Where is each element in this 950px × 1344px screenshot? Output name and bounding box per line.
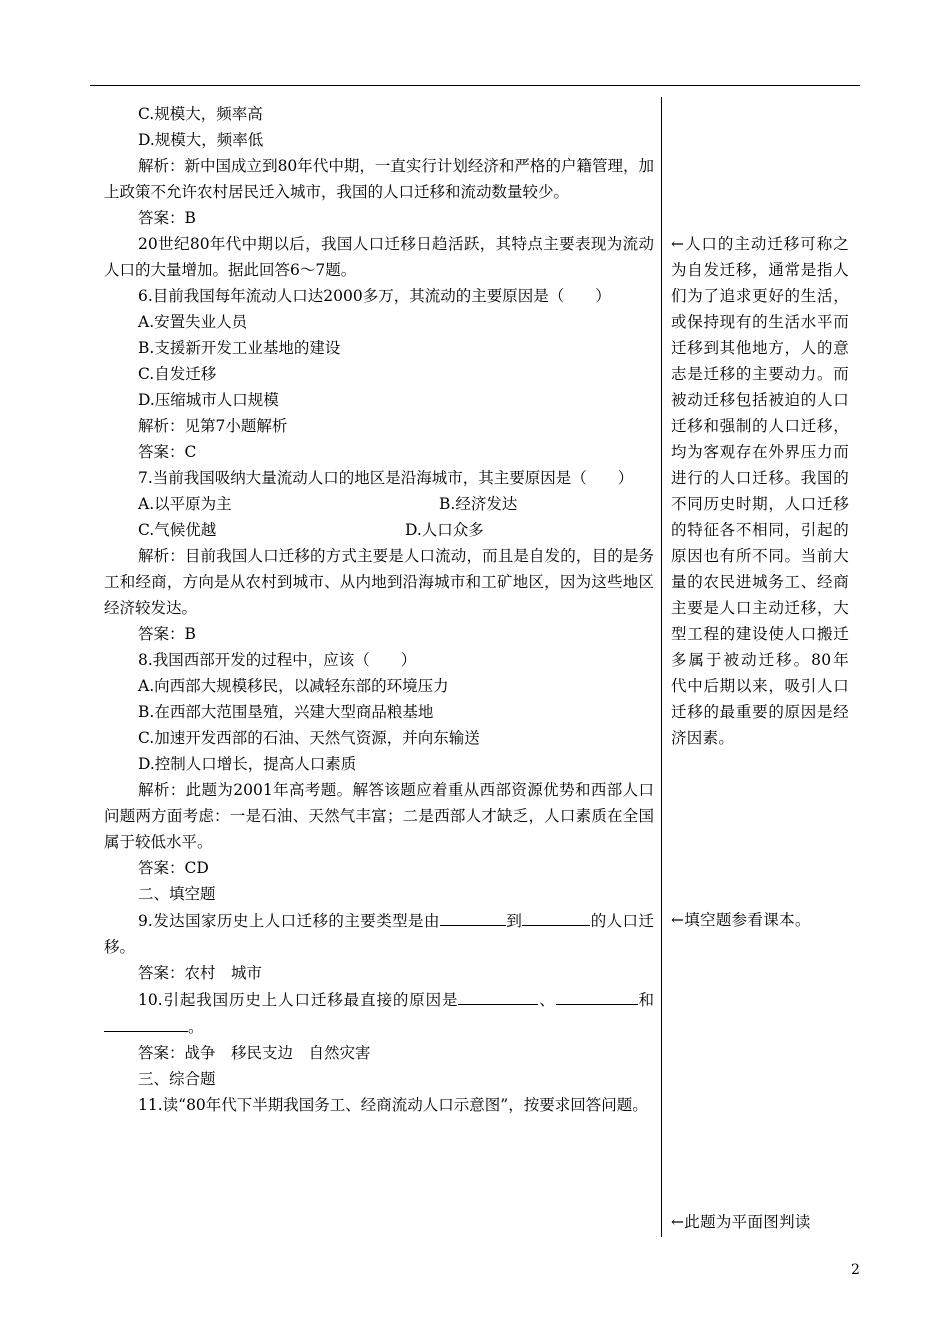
q5-answer: 答案：B [138, 209, 196, 227]
column-divider [661, 97, 662, 1237]
q6-stem: 6.目前我国每年流动人口达2000多万，其流动的主要原因是（ ） [138, 287, 611, 305]
q6-answer: 答案：C [138, 443, 197, 461]
q5-option-c: C.规模大，频率高 [138, 105, 263, 123]
q7-answer: 答案：B [138, 625, 196, 643]
q7-options-row1 [104, 491, 654, 517]
q9-answer: 答案：农村 城市 [138, 964, 263, 982]
q10-stem: 10.引起我国历史上人口迁移最直接的原因是 、 和。 [104, 986, 654, 1040]
q7-option-d: D.人口众多 [405, 521, 484, 539]
header-rule [90, 85, 860, 86]
q10-answer: 答案：战争 移民支边 自然灾害 [138, 1044, 371, 1062]
q8-stem: 8.我国西部开发的过程中，应该（ ） [138, 651, 417, 669]
intro-6-7: 20世纪80年代中期以后，我国人口迁移日趋活跃，其特点主要表现为流动人口的大量增加。据此回答6～7题。 [104, 235, 654, 279]
q8-option-a: A.向西部大规模移民，以减轻东部的环境压力 [138, 677, 449, 695]
q7-options-row2 [104, 517, 654, 543]
q8-analysis: 解析：此题为2001年高考题。解答该题应着重从西部资源优势和西部人口问题两方面考虑：一是石油、天然气丰富；二是西部人才缺乏，人口素质在全国属于较低水平。 [104, 781, 654, 851]
q5-analysis: 解析：新中国成立到80年代中期，一直实行计划经济和严格的户籍管理，加上政策不允许农村居民迁入城市，我国的人口迁移和流动数量较少。 [104, 157, 654, 201]
q9-blank-2[interactable] [522, 907, 590, 926]
main-column [104, 101, 654, 1118]
side-note-map-reading: ←此题为平面图判读 [671, 1213, 811, 1231]
q9-blank-1[interactable] [440, 907, 506, 926]
q6-analysis: 解析：见第7小题解析 [138, 417, 288, 435]
q6-option-c: C.自发迁移 [138, 365, 217, 383]
q8-option-b: B.在西部大范围垦殖，兴建大型商品粮基地 [138, 703, 434, 721]
q6-option-a: A.安置失业人员 [138, 313, 248, 331]
q8-option-d: D.控制人口增长，提高人口素质 [138, 755, 357, 773]
q8-option-c: C.加速开发西部的石油、天然气资源，并向东输送 [138, 729, 480, 747]
q10-blank-2[interactable] [556, 986, 638, 1005]
page-number: 2 [851, 1262, 860, 1278]
q6-option-b: B.支援新开发工业基地的建设 [138, 339, 341, 357]
q10-blank-3[interactable] [104, 1013, 188, 1032]
q7-option-a: A.以平原为主 [138, 495, 232, 513]
q7-stem: 7.当前我国吸纳大量流动人口的地区是沿海城市，其主要原因是（ ） [138, 469, 634, 487]
side-note-fill-blank: ←填空题参看课本。 [671, 911, 811, 929]
q7-option-c: C.气候优越 [138, 521, 217, 539]
section-comprehensive-heading: 三、综合题 [138, 1070, 216, 1088]
q6-option-d: D.压缩城市人口规模 [138, 391, 279, 409]
q7-analysis: 解析：目前我国人口迁移的方式主要是人口流动，而且是自发的，目的是务工和经商，方向是从农村到城市、从内地到沿海城市和工矿地区，因为这些地区经济较发达。 [104, 547, 654, 617]
q9-stem: 9.发达国家历史上人口迁移的主要类型是由 到 的人口迁移。 [104, 907, 654, 960]
q7-option-b: B.经济发达 [439, 495, 518, 513]
q11-stem: 11.读“80年代下半期我国务工、经商流动人口示意图”，按要求回答问题。 [138, 1096, 648, 1114]
section-fill-blank-heading: 二、填空题 [138, 885, 216, 903]
q8-answer: 答案：CD [138, 859, 209, 877]
q10-blank-1[interactable] [458, 986, 538, 1005]
q5-option-d: D.规模大，频率低 [138, 131, 264, 149]
side-note-migration: ←人口的主动迁移可称之为自发迁移，通常是指人们为了追求更好的生活，或保持现有的生活水平而迁移到其他地方，人的意志是迁移的主要动力。而被动迁移包括被迫的人口迁移和强制的人口迁移，均为客观存在外界压力而进行的人口迁移。我国的不同历史时期，人口迁移的特征各不相同，引起的原因也有所不同。当前大量的农民进城务工、经商主要是人口主动迁移，大型工程的建设使人口搬迁多属于被动迁移。80年代中后期以来，吸引人口迁移的最重要的原因是经济因素。 [671, 235, 849, 747]
